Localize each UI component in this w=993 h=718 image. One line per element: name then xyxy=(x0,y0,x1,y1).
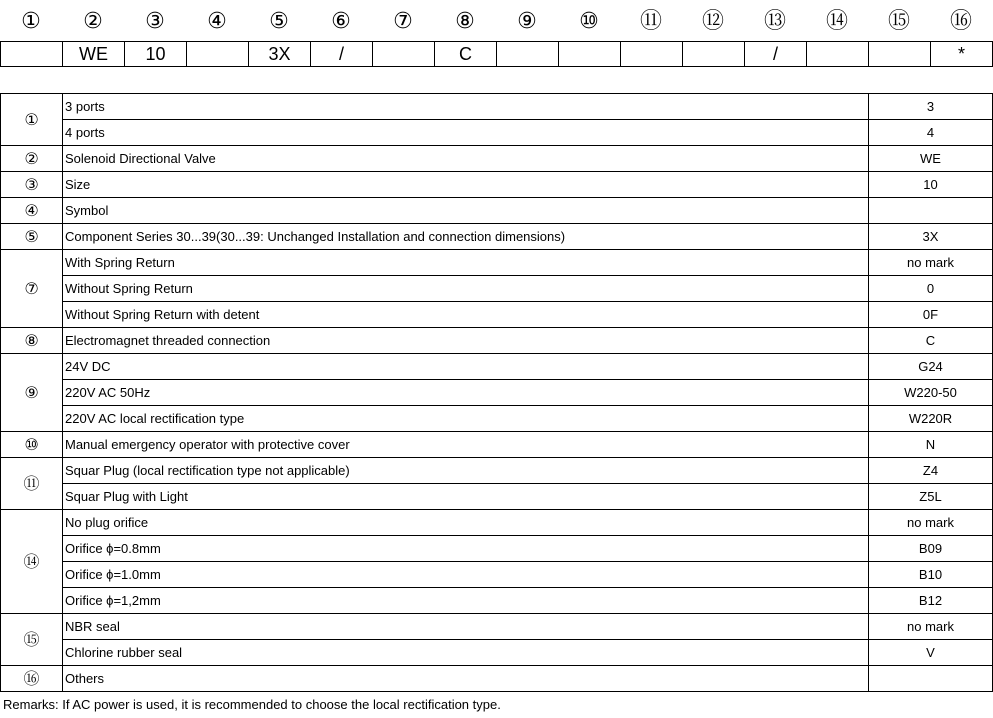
spec-description: Component Series 30...39(30...39: Unchanged Installation and connection dimensions) xyxy=(63,224,869,250)
code-position-number: ① xyxy=(21,9,41,34)
spec-description: 220V AC 50Hz xyxy=(63,380,869,406)
spec-group-number: ⑪ xyxy=(1,458,63,510)
code-position-value xyxy=(869,42,931,67)
spec-code: W220-50 xyxy=(869,380,993,406)
model-code-position-numbers xyxy=(0,8,993,36)
spec-code: 3X xyxy=(869,224,993,250)
spec-description: Symbol xyxy=(63,198,869,224)
code-position-value xyxy=(621,42,683,67)
spec-code: WE xyxy=(869,146,993,172)
spec-code: 0F xyxy=(869,302,993,328)
code-position-number: ⑨ xyxy=(517,9,537,34)
spec-code: C xyxy=(869,328,993,354)
code-position-number: ⑭ xyxy=(825,9,848,34)
spec-row xyxy=(1,146,993,172)
code-position-value xyxy=(807,42,869,67)
spec-row xyxy=(1,562,993,588)
spec-code xyxy=(869,666,993,692)
spec-row xyxy=(1,276,993,302)
spec-group-number: ⑩ xyxy=(1,432,63,458)
code-position-value xyxy=(1,42,63,67)
spec-group-number: ⑦ xyxy=(1,250,63,328)
spec-description: 3 ports xyxy=(63,94,869,120)
code-position-number: ⑧ xyxy=(455,9,475,34)
spec-row xyxy=(1,198,993,224)
spec-row xyxy=(1,302,993,328)
spec-code: B09 xyxy=(869,536,993,562)
spec-row xyxy=(1,484,993,510)
code-position-number: ⑪ xyxy=(639,9,662,34)
spec-row xyxy=(1,510,993,536)
spec-description: 24V DC xyxy=(63,354,869,380)
spec-code: no mark xyxy=(869,510,993,536)
spec-row xyxy=(1,224,993,250)
code-position-number: ⑥ xyxy=(331,9,351,34)
spec-code: B12 xyxy=(869,588,993,614)
spec-description: Electromagnet threaded connection xyxy=(63,328,869,354)
spec-code: 10 xyxy=(869,172,993,198)
spec-row xyxy=(1,666,993,692)
spec-code: 4 xyxy=(869,120,993,146)
code-position-number: ② xyxy=(83,9,103,34)
spec-description: NBR seal xyxy=(63,614,869,640)
spec-row xyxy=(1,588,993,614)
spec-group-number: ⑭ xyxy=(1,510,63,614)
code-position-value: * xyxy=(931,42,993,67)
spec-code: G24 xyxy=(869,354,993,380)
spec-row xyxy=(1,328,993,354)
code-position-value: 3X xyxy=(249,42,311,67)
spec-row xyxy=(1,614,993,640)
spec-code: no mark xyxy=(869,250,993,276)
spec-description: Without Spring Return with detent xyxy=(63,302,869,328)
code-position-number: ⑬ xyxy=(763,9,786,34)
spec-group-number: ⑮ xyxy=(1,614,63,666)
code-position-number: ⑦ xyxy=(393,9,413,34)
code-position-value: / xyxy=(745,42,807,67)
specification-table xyxy=(0,93,993,692)
spec-group-number: ④ xyxy=(1,198,63,224)
code-position-number: ⑮ xyxy=(887,9,910,34)
spec-description: Solenoid Directional Valve xyxy=(63,146,869,172)
spec-row xyxy=(1,640,993,666)
spec-row xyxy=(1,380,993,406)
spec-group-number: ⑨ xyxy=(1,354,63,432)
spec-code: 0 xyxy=(869,276,993,302)
spec-row xyxy=(1,406,993,432)
code-position-value xyxy=(497,42,559,67)
spec-row xyxy=(1,120,993,146)
spec-description: Squar Plug with Light xyxy=(63,484,869,510)
spec-description: Size xyxy=(63,172,869,198)
spec-row xyxy=(1,172,993,198)
spec-group-number: ⑯ xyxy=(1,666,63,692)
spec-description: Manual emergency operator with protective cover xyxy=(63,432,869,458)
code-position-value: / xyxy=(311,42,373,67)
spec-row xyxy=(1,354,993,380)
spec-description: With Spring Return xyxy=(63,250,869,276)
spec-description: 220V AC local rectification type xyxy=(63,406,869,432)
spec-description: Squar Plug (local rectification type not applicable) xyxy=(63,458,869,484)
remarks-text: Remarks: If AC power is used, it is recommended to choose the local rectification type. xyxy=(3,697,501,712)
model-code-box-row xyxy=(1,42,993,67)
spec-code: W220R xyxy=(869,406,993,432)
spec-group-number: ② xyxy=(1,146,63,172)
spec-description: Chlorine rubber seal xyxy=(63,640,869,666)
spec-code: V xyxy=(869,640,993,666)
spec-code: no mark xyxy=(869,614,993,640)
spec-code: Z5L xyxy=(869,484,993,510)
code-position-value xyxy=(373,42,435,67)
spec-group-number: ① xyxy=(1,94,63,146)
spec-code: 3 xyxy=(869,94,993,120)
code-position-number: ⑫ xyxy=(701,9,724,34)
code-position-value xyxy=(683,42,745,67)
code-position-value xyxy=(559,42,621,67)
code-position-value xyxy=(187,42,249,67)
code-position-number: ③ xyxy=(145,9,165,34)
spec-group-number: ⑤ xyxy=(1,224,63,250)
spec-row xyxy=(1,458,993,484)
code-position-number: ⑩ xyxy=(579,9,599,34)
code-position-number: ⑤ xyxy=(269,9,289,34)
spec-code: N xyxy=(869,432,993,458)
spec-code xyxy=(869,198,993,224)
spec-row xyxy=(1,536,993,562)
spec-description: 4 ports xyxy=(63,120,869,146)
code-position-number: ⑯ xyxy=(949,9,972,34)
spec-code: Z4 xyxy=(869,458,993,484)
spec-description: Orifice ϕ=1,2mm xyxy=(63,588,869,614)
spec-group-number: ⑧ xyxy=(1,328,63,354)
code-position-value: C xyxy=(435,42,497,67)
spec-code: B10 xyxy=(869,562,993,588)
spec-row xyxy=(1,250,993,276)
model-code-boxes xyxy=(0,41,993,67)
code-position-value: 10 xyxy=(125,42,187,67)
code-position-number: ④ xyxy=(207,9,227,34)
spec-group-number: ③ xyxy=(1,172,63,198)
specification-table-body xyxy=(1,94,993,692)
spec-row xyxy=(1,94,993,120)
spec-description: Without Spring Return xyxy=(63,276,869,302)
spec-row xyxy=(1,432,993,458)
spec-description: No plug orifice xyxy=(63,510,869,536)
spec-description: Others xyxy=(63,666,869,692)
spec-description: Orifice ϕ=1.0mm xyxy=(63,562,869,588)
code-position-value: WE xyxy=(63,42,125,67)
spec-description: Orifice ϕ=0.8mm xyxy=(63,536,869,562)
